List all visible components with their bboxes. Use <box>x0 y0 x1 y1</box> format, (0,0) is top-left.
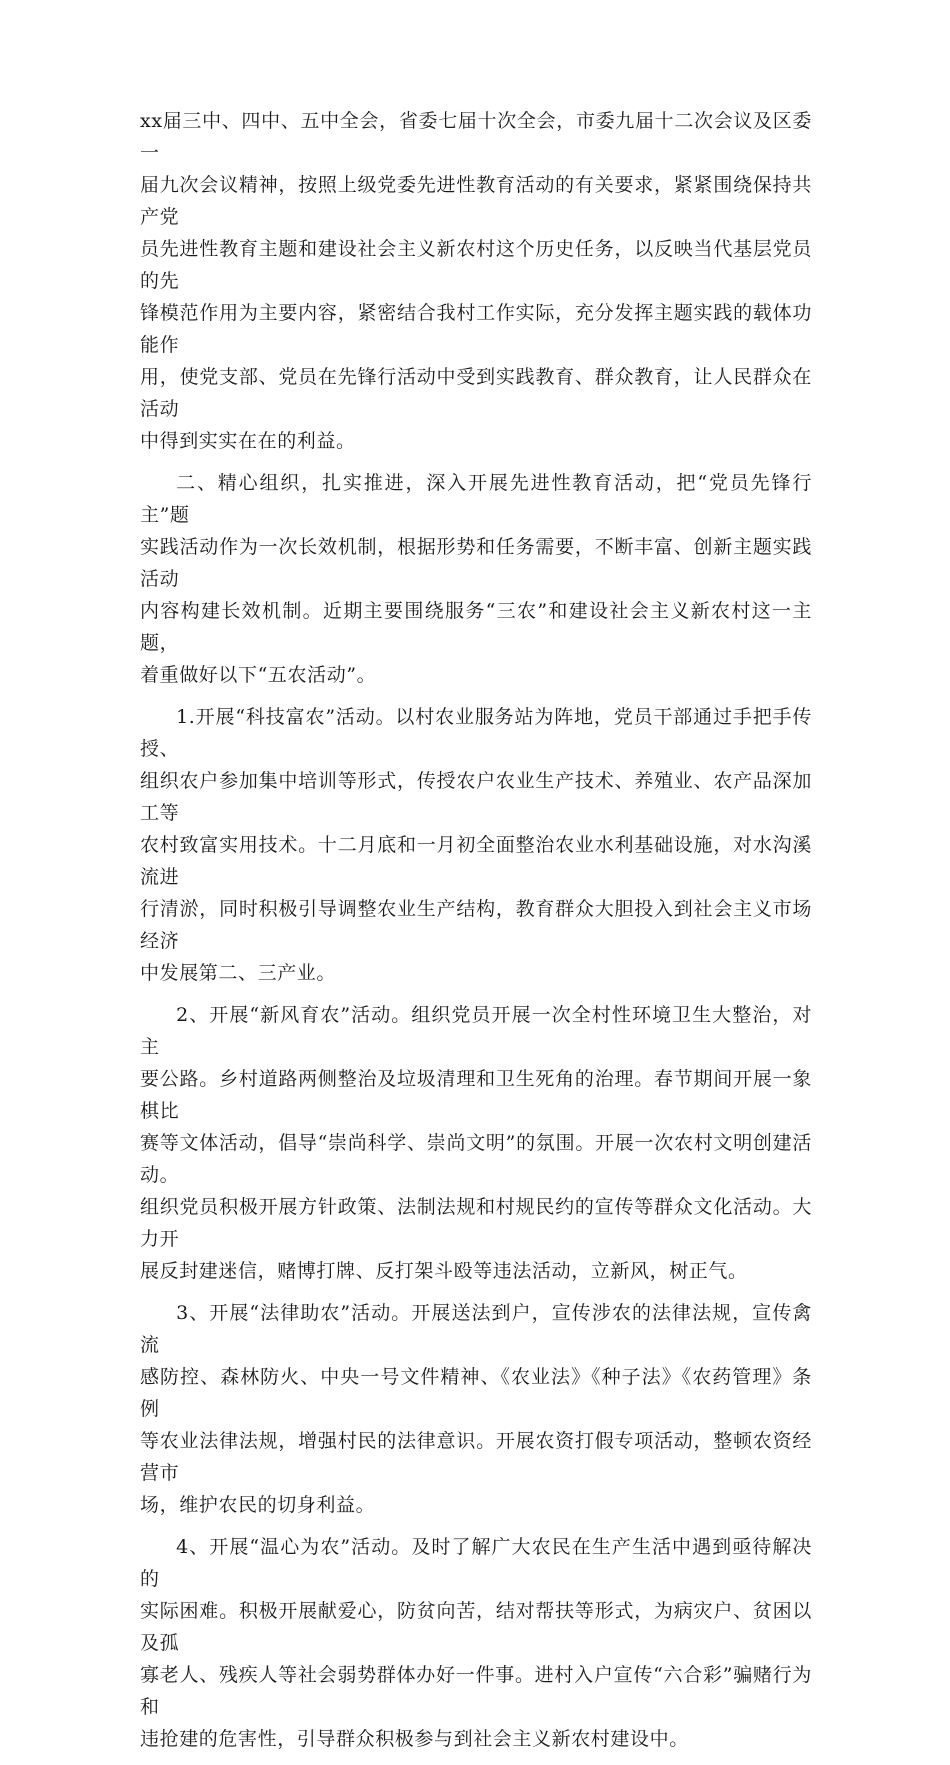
text-line: 2、开展“新风育农”活动。组织党员开展一次全村性环境卫生大整治，对主 <box>140 1004 812 1058</box>
text-line: 赛等文体活动，倡导“崇尚科学、崇尚文明”的氛围。开展一次农村文明创建活动。 <box>140 1132 812 1186</box>
text-line: 组织农户参加集中培训等形式，传授农户农业生产技术、养殖业、农产品深加工等 <box>140 770 812 824</box>
text-line: 着重做好以下“五农活动”。 <box>140 664 377 686</box>
text-line: 中发展第二、三产业。 <box>140 962 337 984</box>
text-line: 组织党员积极开展方针政策、法制法规和村规民约的宣传等群众文化活动。大力开 <box>140 1196 812 1250</box>
text-line: 1.开展“科技富农”活动。以村农业服务站为阵地，党员干部通过手把手传授、 <box>140 706 812 760</box>
text-line: 寡老人、残疾人等社会弱势群体办好一件事。进村入户宣传“六合彩”骗赌行为和 <box>140 1664 812 1718</box>
paragraph-2 <box>140 467 812 691</box>
paragraph-3 <box>140 701 812 989</box>
text-line: 要公路。乡村道路两侧整治及垃圾清理和卫生死角的治理。春节期间开展一象棋比 <box>140 1068 812 1122</box>
text-line: 等农业法律法规，增强村民的法律意识。开展农资打假专项活动，整顿农资经营市 <box>140 1430 812 1484</box>
paragraph-5 <box>140 1297 812 1521</box>
text-line: 农村致富实用技术。十二月底和一月初全面整治农业水利基础设施，对水沟溪流进 <box>140 834 812 888</box>
text-line: 内容构建长效机制。近期主要围绕服务“三农”和建设社会主义新农村这一主题， <box>140 600 812 654</box>
paragraph-6 <box>140 1531 812 1755</box>
text-line: 4、开展“温心为农”活动。及时了解广大农民在生产生活中遇到亟待解决的 <box>140 1536 812 1590</box>
text-line: 实际困难。积极开展献爱心，防贫向苦，结对帮扶等形式，为病灾户、贫困以及孤 <box>140 1600 812 1654</box>
text-line: 3、开展“法律助农”活动。开展送法到户，宣传涉农的法律法规，宣传禽流 <box>140 1302 812 1356</box>
text-line: 用，使党支部、党员在先锋行活动中受到实践教育、群众教育，让人民群众在活动 <box>140 366 812 420</box>
text-line: 中得到实实在在的利益。 <box>140 430 356 452</box>
text-line: 违抢建的危害性，引导群众积极参与到社会主义新农村建设中。 <box>140 1728 689 1750</box>
text-line: 届九次会议精神，按照上级党委先进性教育活动的有关要求，紧紧围绕保持共产党 <box>140 174 812 228</box>
text-line: 场，维护农民的切身利益。 <box>140 1494 376 1516</box>
document-body <box>140 105 812 1765</box>
text-line: 感防控、森林防火、中央一号文件精神、《农业法》《种子法》《农药管理》条例 <box>140 1366 812 1420</box>
text-line: 锋模范作用为主要内容，紧密结合我村工作实际，充分发挥主题实践的载体功能作 <box>140 302 812 356</box>
text-line: 展反封建迷信，赌博打牌、反打架斗殴等违法活动，立新风，树正气。 <box>140 1260 748 1282</box>
text-line: 行清淤，同时积极引导调整农业生产结构，教育群众大胆投入到社会主义市场经济 <box>140 898 812 952</box>
paragraph-1 <box>140 105 812 457</box>
text-line: 二、精心组织，扎实推进，深入开展先进性教育活动，把“党员先锋行主”题 <box>140 472 812 526</box>
text-line: xx届三中、四中、五中全会，省委七届十次全会，市委九届十二次会议及区委一 <box>140 110 812 164</box>
text-line: 员先进性教育主题和建设社会主义新农村这个历史任务，以反映当代基层党员的先 <box>140 238 812 292</box>
paragraph-4 <box>140 999 812 1287</box>
text-line: 实践活动作为一次长效机制，根据形势和任务需要，不断丰富、创新主题实践活动 <box>140 536 812 590</box>
